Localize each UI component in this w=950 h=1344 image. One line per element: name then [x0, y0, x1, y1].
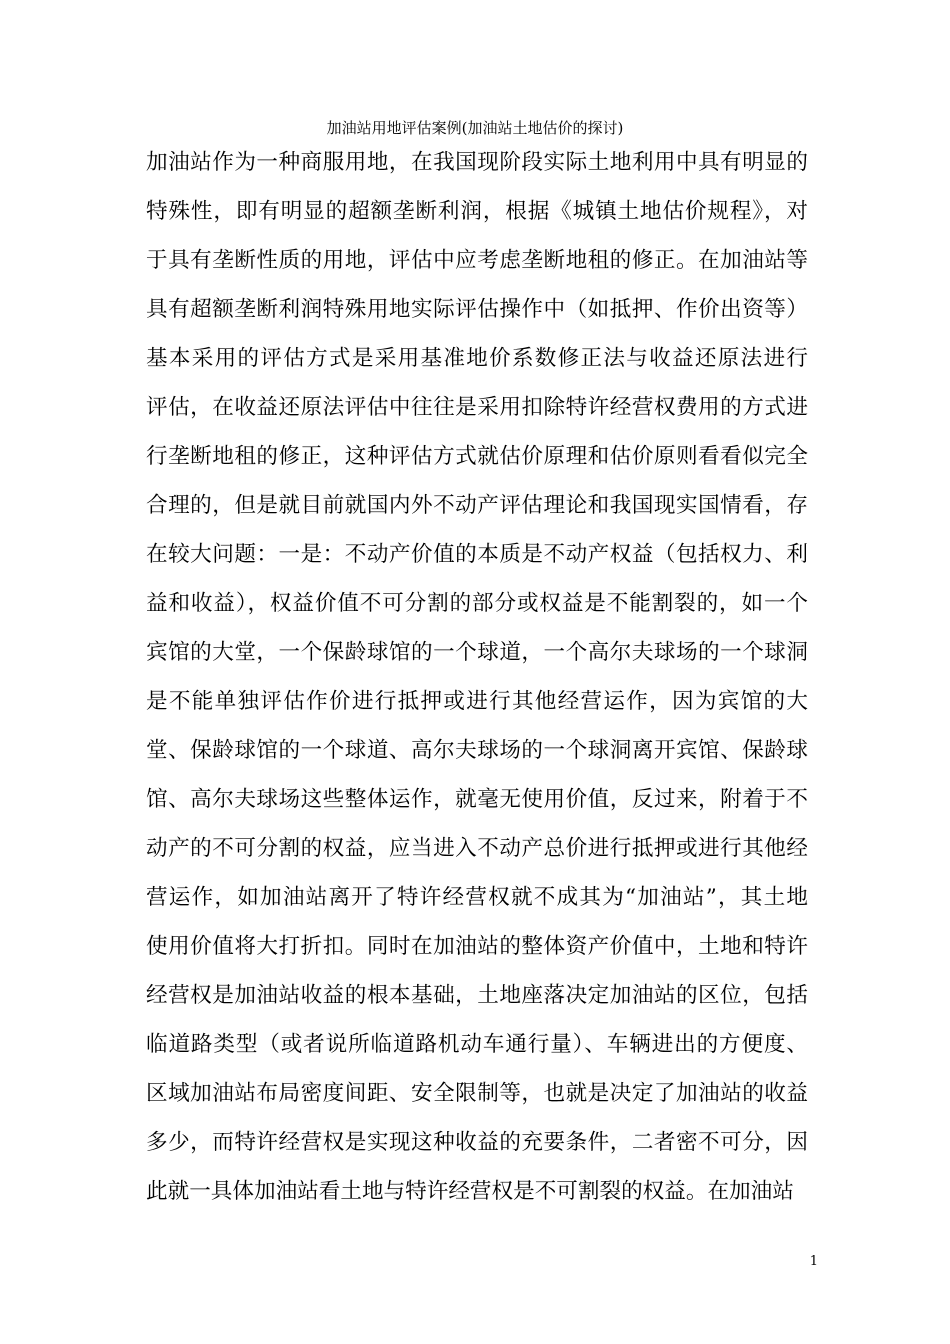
body-text-line: 经营权是加油站收益的根本基础，土地座落决定加油站的区位，包括 — [146, 983, 808, 1008]
body-text-line: 在较大问题：一是：不动产价值的本质是不动产权益（包括权力、利 — [146, 542, 808, 567]
body-text-line: 使用价值将大打折扣。同时在加油站的整体资产价值中，土地和特许 — [146, 934, 808, 959]
body-text-line: 是不能单独评估作价进行抵押或进行其他经营运作，因为宾馆的大 — [146, 689, 808, 714]
page-number: 1 — [809, 1254, 818, 1269]
body-text-line: 合理的，但是就目前就国内外不动产评估理论和我国现实国情看，存 — [146, 493, 808, 518]
body-text-line: 区域加油站布局密度间距、安全限制等，也就是决定了加油站的收益 — [146, 1081, 808, 1106]
body-text-line: 具有超额垄断利润特殊用地实际评估操作中（如抵押、作价出资等） — [146, 297, 808, 322]
body-text-line: 基本采用的评估方式是采用基准地价系数修正法与收益还原法进行 — [146, 346, 808, 371]
body-text-line: 宾馆的大堂，一个保龄球馆的一个球道，一个高尔夫球场的一个球洞 — [146, 640, 808, 665]
body-text-line: 动产的不可分割的权益，应当进入不动产总价进行抵押或进行其他经 — [146, 836, 808, 861]
body-text-line: 于具有垄断性质的用地，评估中应考虑垄断地租的修正。在加油站等 — [146, 248, 808, 273]
body-text-line: 营运作，如加油站离开了特许经营权就不成其为“加油站”，其土地 — [146, 885, 808, 910]
document-body — [146, 138, 808, 1216]
body-text-line: 多少，而特许经营权是实现这种收益的充要条件，二者密不可分，因 — [146, 1130, 808, 1155]
body-text-line: 临道路类型（或者说所临道路机动车通行量）、车辆进出的方便度、 — [146, 1032, 808, 1057]
body-text-line: 此就一具体加油站看土地与特许经营权是不可割裂的权益。在加油站 — [146, 1179, 794, 1204]
body-text-line: 特殊性，即有明显的超额垄断利润，根据《城镇土地估价规程》，对 — [146, 199, 808, 224]
body-text-line: 评估，在收益还原法评估中往往是采用扣除特许经营权费用的方式进 — [146, 395, 808, 420]
body-text-line: 馆、高尔夫球场这些整体运作，就毫无使用价值，反过来，附着于不 — [146, 787, 808, 812]
body-text-line: 加油站作为一种商服用地，在我国现阶段实际土地利用中具有明显的 — [146, 150, 808, 175]
body-text-line: 益和收益），权益价值不可分割的部分或权益是不能割裂的，如一个 — [146, 591, 808, 616]
body-text-line: 堂、保龄球馆的一个球道、高尔夫球场的一个球洞离开宾馆、保龄球 — [146, 738, 808, 763]
document-title: 加油站用地评估案例(加油站土地估价的探讨) — [326, 119, 624, 137]
body-text-line: 行垄断地租的修正，这种评估方式就估价原理和估价原则看看似完全 — [146, 444, 808, 469]
